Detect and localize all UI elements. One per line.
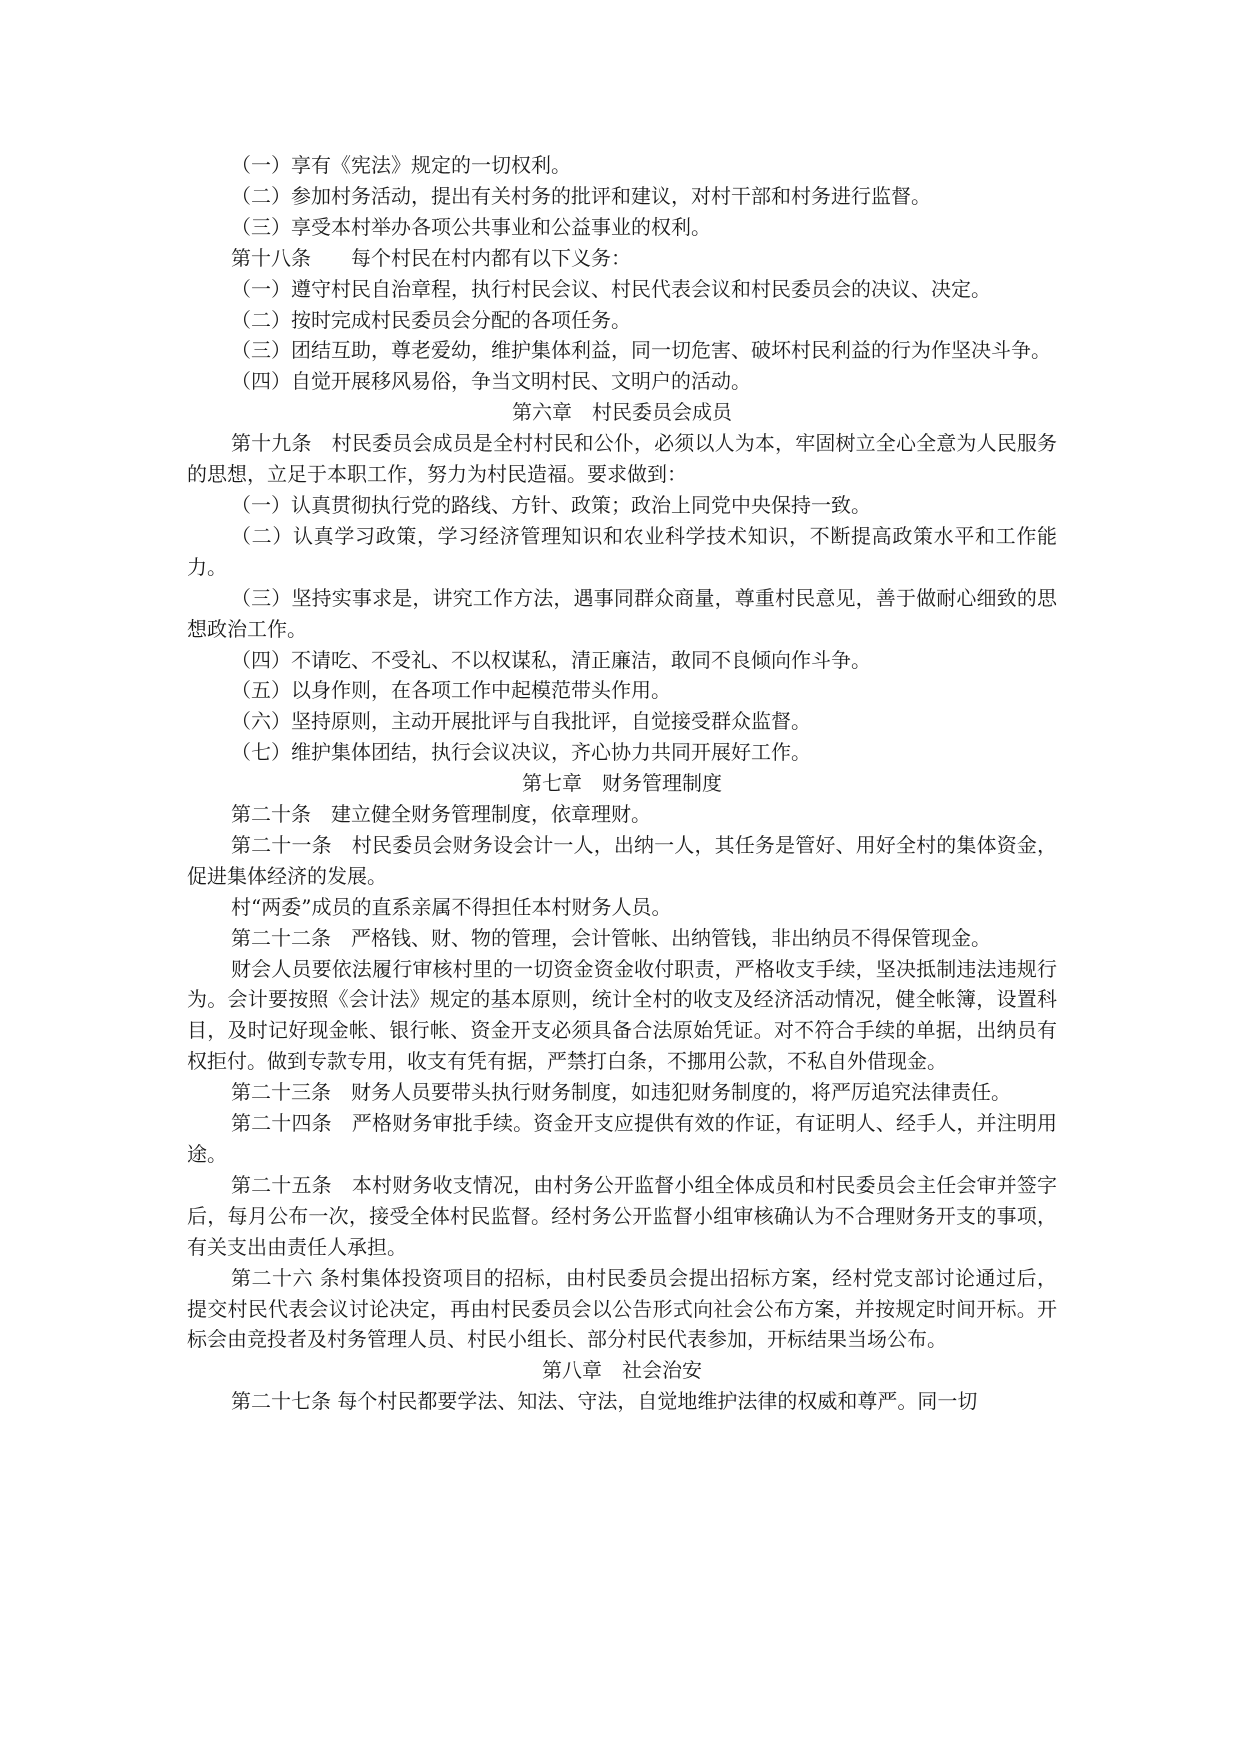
- paragraph: （一）认真贯彻执行党的路线、方针、政策；政治上同党中央保持一致。: [231, 492, 871, 517]
- paragraph: （二）认真学习政策，学习经济管理知识和农业科学技术知识，不断提高政策水平和工作能力。: [187, 523, 1057, 579]
- paragraph: 第二十六 条村集体投资项目的招标，由村民委员会提出招标方案，经村党支部讨论通过后，提交村民代表会议讨论决定，再由村民委员会以公告形式向社会公布方案，并按规定时间开标。开标会由竞投者及村务管理人员、村民小组长、部分村民代表参加，开标结果当场公布。: [187, 1265, 1057, 1352]
- paragraph: （四）不请吃、不受礼、不以权谋私，清正廉洁，敢同不良倾向作斗争。: [231, 647, 871, 672]
- paragraph: 第二十七条 每个村民都要学法、知法、守法，自觉地维护法律的权威和尊严。同一切: [231, 1389, 978, 1414]
- paragraph: （五）以身作则，在各项工作中起模范带头作用。: [231, 678, 671, 703]
- paragraph: 第十八条 每个村民在村内都有以下义务：: [231, 245, 631, 270]
- paragraph: （三）坚持实事求是，讲究工作方法，遇事同群众商量，尊重村民意见，善于做耐心细致的思想政治工作。: [187, 585, 1057, 641]
- paragraph: （四）自觉开展移风易俗，争当文明村民、文明户的活动。: [231, 369, 751, 394]
- paragraph: （二）参加村务活动，提出有关村务的批评和建议，对村干部和村务进行监督。: [231, 183, 931, 208]
- chapter-heading: 第六章 村民委员会成员: [512, 400, 732, 425]
- paragraph: 第二十一条 村民委员会财务设会计一人，出纳一人，其任务是管好、用好全村的集体资金，促进集体经济的发展。: [187, 832, 1057, 888]
- paragraph: 第二十三条 财务人员要带头执行财务制度，如违犯财务制度的，将严厉追究法律责任。: [231, 1080, 1011, 1105]
- paragraph: （三）团结互助，尊老爱幼，维护集体利益，同一切危害、破坏村民利益的行为作坚决斗争。: [231, 338, 1051, 363]
- paragraph: 第二十五条 本村财务收支情况，由村务公开监督小组全体成员和村民委员会主任会审并签字后，每月公布一次，接受全体村民监督。经村务公开监督小组审核确认为不合理财务开支的事项，有关支出由责任人承担。: [187, 1172, 1057, 1259]
- chapter-heading: 第七章 财务管理制度: [522, 771, 722, 796]
- paragraph: 村“两委”成员的直系亲属不得担任本村财务人员。: [231, 894, 672, 919]
- paragraph: （二）按时完成村民委员会分配的各项任务。: [231, 307, 631, 332]
- paragraph: 第十九条 村民委员会成员是全村村民和公仆，必须以人为本，牢固树立全心全意为人民服务的思想，立足于本职工作，努力为村民造福。要求做到：: [187, 431, 1057, 487]
- chapter-heading: 第八章 社会治安: [542, 1358, 702, 1383]
- paragraph: （一）享有《宪法》规定的一切权利。: [231, 153, 571, 177]
- paragraph: 财会人员要依法履行审核村里的一切资金资金收付职责，严格收支手续，坚决抵制违法违规行为。会计要按照《会计法》规定的基本原则，统计全村的收支及经济活动情况，健全帐簿，设置科目，及时记好现金帐、银行帐、资金开支必须具备合法原始凭证。对不符合手续的单据，出纳员有权拒付。做到专款专用，收支有凭有据，严禁打白条，不挪用公款，不私自外借现金。: [187, 956, 1057, 1074]
- paragraph: （三）享受本村举办各项公共事业和公益事业的权利。: [231, 214, 711, 239]
- paragraph: 第二十四条 严格财务审批手续。资金开支应提供有效的作证，有证明人、经手人，并注明用途。: [187, 1111, 1057, 1166]
- paragraph: 第二十条 建立健全财务管理制度，依章理财。: [231, 802, 651, 827]
- paragraph: （一）遵守村民自治章程，执行村民会议、村民代表会议和村民委员会的决议、决定。: [231, 276, 991, 301]
- paragraph: 第二十二条 严格钱、财、物的管理，会计管帐、出纳管钱，非出纳员不得保管现金。: [231, 925, 991, 950]
- document-page: [187, 150, 1057, 1417]
- paragraph: （六）坚持原则，主动开展批评与自我批评，自觉接受群众监督。: [231, 709, 811, 734]
- paragraph: （七）维护集体团结，执行会议决议，齐心协力共同开展好工作。: [231, 740, 811, 765]
